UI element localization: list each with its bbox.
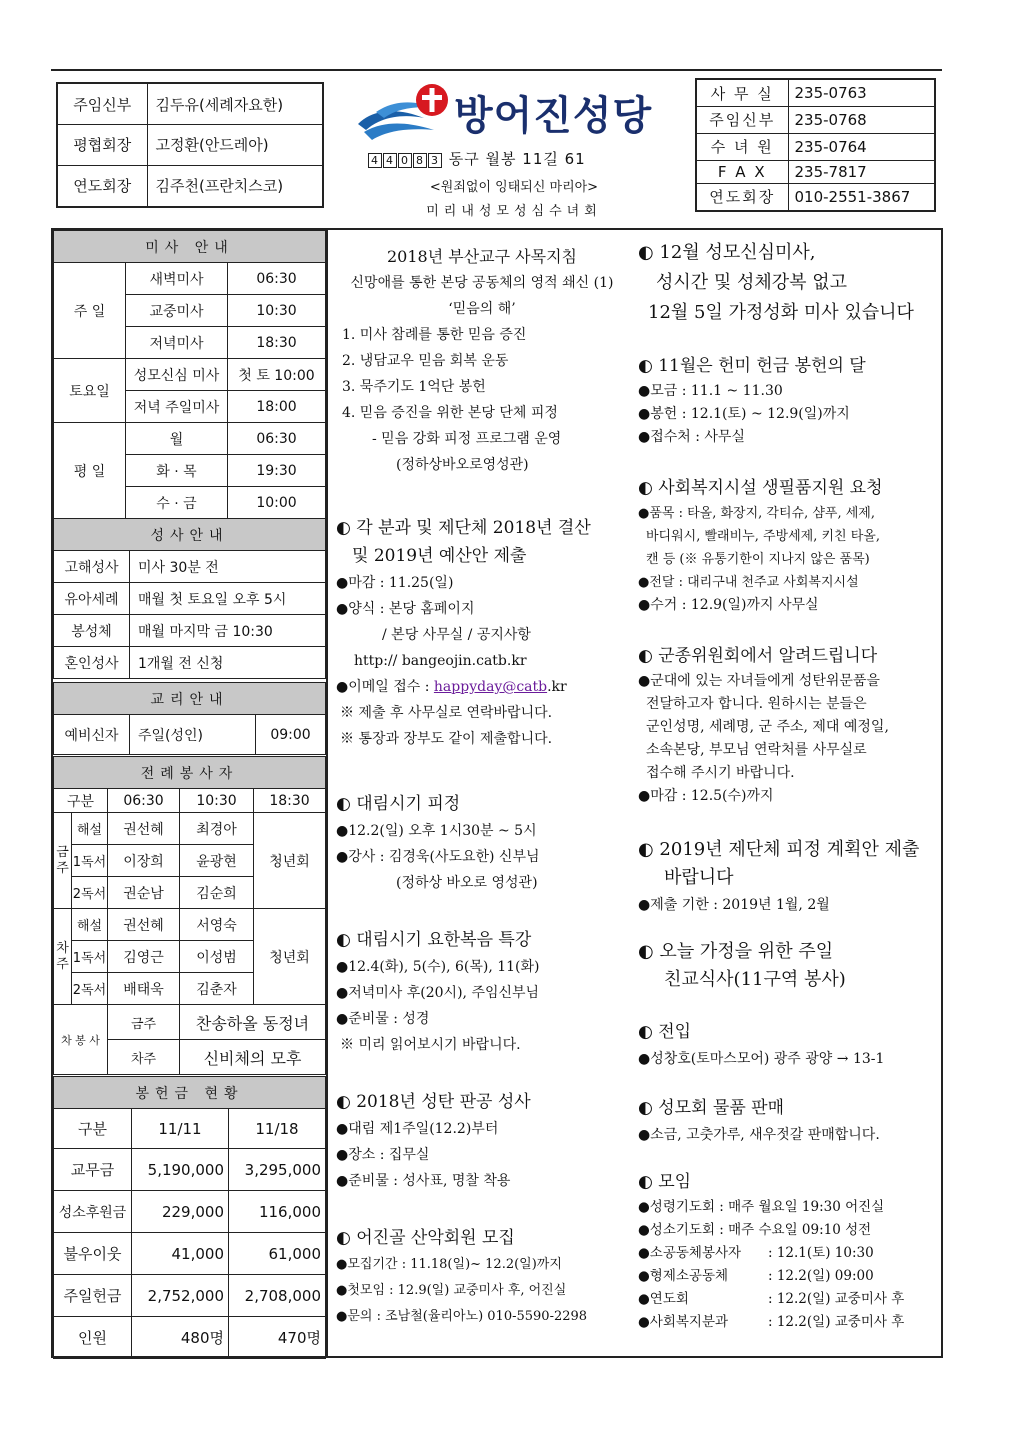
sacrament-title: 성사안내: [54, 519, 326, 551]
col-head: 구분: [54, 789, 108, 813]
role-name: 2독서: [72, 973, 108, 1005]
choir-week: 차주: [108, 1040, 180, 1075]
meeting-name: ●형제소공동체: [638, 1268, 729, 1284]
christmas-confession: [336, 1088, 628, 1194]
mass-name: 저녁 주일미사: [126, 391, 228, 423]
meeting-line: [638, 1265, 938, 1288]
notice-line: ●12.2(일) 오후 1시30분 ~ 5시: [336, 823, 537, 839]
offering-amount: 480명: [132, 1317, 229, 1359]
offering-amount: 41,000: [132, 1233, 229, 1275]
notice-heading: ◐ 어진골 산악회원 모집: [336, 1228, 515, 1248]
offering-status: [53, 1076, 326, 1359]
offering-amount: 2,708,000: [229, 1275, 326, 1317]
sacrament-info: [53, 518, 326, 679]
offering-title: 봉헌금 현황: [54, 1077, 326, 1109]
mass-name: 성모신심 미사: [126, 359, 228, 391]
budget-notice: [336, 514, 628, 752]
policy-subtitle: 신망애를 통한 본당 공동체의 영적 쇄신 (1): [350, 275, 614, 291]
this-week-label: 금주: [54, 813, 72, 909]
liturgy-servers: [53, 756, 326, 1075]
church-name: 방어진성당: [454, 93, 653, 139]
role-name: 1독서: [72, 845, 108, 877]
server-name: 권순남: [108, 877, 180, 909]
policy-subitem: (정하상바오로영성관): [396, 457, 529, 473]
mass-time: 19:30: [228, 455, 326, 487]
john-gospel-lecture: [336, 926, 628, 1058]
offering-label: 성소후원금: [54, 1191, 132, 1233]
policy-subitem: - 믿음 강화 피정 프로그램 운영: [372, 431, 562, 447]
server-name: 권선혜: [108, 909, 180, 941]
doctrine-title: 교리안내: [54, 683, 326, 715]
email-link[interactable]: happyday@catb: [433, 679, 548, 695]
mass-schedule: [53, 230, 326, 519]
server-name: 이성범: [180, 941, 254, 973]
notice-heading: ◐ 대림시기 요한복음 특강: [336, 930, 532, 950]
servers-title: 전례봉사자: [54, 757, 326, 789]
meeting-line: [638, 1196, 938, 1219]
wave-cross-icon: [354, 78, 454, 148]
role-value: 김두유(세례자요한): [147, 83, 323, 125]
contact-label: 연도회장: [696, 183, 788, 211]
notice-heading: ◐ 11월은 헌미 헌금 봉헌의 달: [638, 356, 866, 376]
notice-line: ●12.4(화), 5(수), 6(목), 11(화): [336, 959, 540, 975]
notice-line: ●준비물 : 성사표, 명찰 착용: [336, 1173, 511, 1189]
notice-line: ※ 제출 후 사무실로 연락바랍니다.: [340, 705, 553, 721]
notice-line: ●대림 제1주일(12.2)부터: [336, 1121, 499, 1137]
notice-line: ●봉헌 : 12.1(토) ~ 12.9(일)까지: [638, 406, 850, 422]
notice-line: ●모집기간 : 11.18(일)~ 12.2(일)까지: [336, 1257, 562, 1272]
role-value: 김주천(프란치스코): [147, 165, 323, 207]
choir-name: 신비체의 모후: [180, 1040, 326, 1075]
offering-label: 불우이웃: [54, 1233, 132, 1275]
server-name: 윤광현: [180, 845, 254, 877]
offering-label: 인원: [54, 1317, 132, 1359]
role-name: 1독서: [72, 941, 108, 973]
meeting-time: : 12.2(일) 교중미사 후: [768, 1291, 905, 1307]
contact-label: F A X: [696, 160, 788, 183]
military-notice: [638, 642, 938, 808]
offering-head: 11/18: [229, 1109, 326, 1149]
motto: <원죄없이 잉태되신 마리아>: [429, 180, 599, 195]
notice-line: ●소금, 고춧가루, 새우젓갈 판매합니다.: [638, 1127, 880, 1143]
sacrament-label: 혼인성사: [54, 647, 130, 679]
meeting-name: ●사회복지분과: [638, 1314, 729, 1330]
offering-amount: 3,295,000: [229, 1149, 326, 1191]
header-contact-table: [695, 78, 936, 212]
notice-heading: ◐ 오늘 가정을 위한 주일: [638, 941, 834, 962]
notice-line: 전달하고자 합니다. 원하시는 분들은: [646, 696, 867, 712]
role-label: 주임신부: [57, 83, 147, 125]
notice-heading: ◐ 군종위원회에서 알려드립니다: [638, 646, 878, 666]
notice-line: ●저녁미사 후(20시), 주임신부님: [336, 985, 540, 1001]
goods-sale: [638, 1094, 938, 1148]
col-head: 18:30: [254, 789, 326, 813]
server-name: 최경아: [180, 813, 254, 845]
policy-item: 1. 미사 참례를 통한 믿음 증진: [342, 327, 527, 343]
meetings: [638, 1168, 938, 1334]
notice-heading: ◐ 모임: [638, 1172, 692, 1192]
notice-line: ●문의 : 조남철(율리아노) 010-5590-2298: [336, 1309, 588, 1324]
next-week-label: 차주: [54, 909, 72, 1005]
notice-line: ●전달 : 대리구내 천주교 사회복지시설: [638, 575, 859, 590]
doctrine-time: 09:00: [256, 715, 326, 755]
mass-time: 10:00: [228, 487, 326, 519]
notice-line: ●마감 : 12.5(수)까지: [638, 788, 774, 804]
contact-phone: 235-0768: [788, 107, 935, 134]
notice-heading: ◐ 2019년 제단체 피정 계획안 제출: [638, 839, 920, 860]
sacrament-value: 미사 30분 전: [130, 551, 326, 583]
email-label: ●이메일 접수 :: [336, 679, 434, 695]
notice-heading: 성시간 및 성체강복 없고: [656, 272, 848, 293]
offering-head: 구분: [54, 1109, 132, 1149]
mass-name: 화 · 목: [126, 455, 228, 487]
notice-line: ●군대에 있는 자녀들에게 성탄위문품을: [638, 673, 880, 689]
sacrament-value: 매월 첫 토요일 오후 5시: [130, 583, 326, 615]
notice-line: ●모금 : 11.1 ~ 11.30: [638, 383, 783, 399]
retreat-plan: [638, 836, 938, 918]
notice-line: ※ 통장과 장부도 같이 제출합니다.: [340, 731, 553, 747]
mass-name: 새벽미사: [126, 263, 228, 295]
contact-phone: 235-0763: [788, 79, 935, 107]
mass-time: 10:30: [228, 295, 326, 327]
notice-line: ●양식 : 본당 홈페이지: [336, 601, 475, 617]
notice-line: ●준비물 : 성경: [336, 1011, 430, 1027]
contact-phone: 235-0764: [788, 133, 935, 160]
zip-digit: 4: [383, 153, 397, 168]
choir-week: 금주: [108, 1005, 180, 1040]
advent-retreat: [336, 790, 628, 896]
offering-label: 주일헌금: [54, 1275, 132, 1317]
mass-time: 첫 토 10:00: [228, 359, 326, 391]
role-name: 해설: [72, 909, 108, 941]
meeting-line: [638, 1311, 938, 1334]
youth-group: 청년회: [254, 909, 326, 1005]
church-logo: [354, 78, 674, 148]
offering-amount: 5,190,000: [132, 1149, 229, 1191]
mass-time: 06:30: [228, 263, 326, 295]
sacrament-value: 1개월 전 신청: [130, 647, 326, 679]
server-name: 김영근: [108, 941, 180, 973]
notice-heading: 친교식사(11구역 봉사): [664, 969, 846, 990]
zip-digit: 4: [368, 153, 382, 168]
policy-item: 3. 묵주기도 1억단 봉헌: [342, 379, 486, 395]
notice-heading: ◐ 전입: [638, 1022, 692, 1042]
notice-line: 캔 등 (※ 유통기한이 지나지 않은 품목): [646, 552, 870, 567]
notice-heading: ◐ 사회복지시설 생필품지원 요청: [638, 478, 883, 498]
sacrament-value: 매월 마지막 금 10:30: [130, 615, 326, 647]
meeting-name: ●연도회: [638, 1291, 689, 1307]
zip-digit: 0: [398, 153, 412, 168]
notice-line: ●성창호(토마스모어) 광주 광양 → 13-1: [638, 1051, 885, 1067]
offering-amount: 229,000: [132, 1191, 229, 1233]
policy-item: 4. 믿음 증진을 위한 본당 단체 피정: [342, 405, 558, 421]
notice-line: ●품목 : 타올, 화장지, 각티슈, 샴푸, 세제,: [638, 506, 875, 521]
notice-heading: ◐ 대림시기 피정: [336, 794, 461, 814]
address: [368, 148, 668, 169]
offering-amount: 2,752,000: [132, 1275, 229, 1317]
homepage-url: http:// bangeojin.catb.kr: [354, 653, 527, 669]
col-head: 06:30: [108, 789, 180, 813]
top-rule: [51, 69, 942, 71]
contact-label: 사 무 실: [696, 79, 788, 107]
role-label: 평협회장: [57, 125, 147, 166]
notice-heading: ◐ 성모회 물품 판매: [638, 1098, 784, 1118]
col-head: 10:30: [180, 789, 254, 813]
server-name: 배태욱: [108, 973, 180, 1005]
rice-offering: [638, 352, 938, 449]
diocese-policy: [336, 244, 628, 478]
mass-time: 06:30: [228, 423, 326, 455]
notice-line: ●수거 : 12.9(일)까지 사무실: [638, 597, 819, 613]
mass-name: 수 · 금: [126, 487, 228, 519]
contact-phone: 010-2551-3867: [788, 183, 935, 211]
mass-time: 18:00: [228, 391, 326, 423]
notice-line: 접수해 주시기 바랍니다.: [646, 765, 795, 781]
meeting-name: ●성령기도회 : 매주 월요일 19:30 어진실: [638, 1199, 885, 1215]
server-name: 김춘자: [180, 973, 254, 1005]
server-name: 서영숙: [180, 909, 254, 941]
zip-digit: 8: [413, 153, 427, 168]
notice-line: ●마감 : 11.25(일): [336, 575, 454, 591]
header-left-table: [56, 82, 324, 208]
notice-heading: ◐ 2018년 성탄 판공 성사: [336, 1092, 531, 1112]
notice-line: 바디워시, 빨래비누, 주방세제, 키친 타올,: [646, 529, 880, 544]
policy-year: ‘믿음의 해’: [448, 301, 516, 317]
contact-label: 주임신부: [696, 107, 788, 134]
notice-line: ※ 미리 읽어보시기 바랍니다.: [340, 1037, 521, 1053]
hiking-club: [336, 1224, 628, 1330]
notice-line: ●첫모임 : 12.9(일) 교중미사 후, 어진실: [336, 1283, 567, 1298]
weekday-label: 평 일: [54, 423, 126, 519]
meeting-time: : 12.1(토) 10:30: [768, 1245, 874, 1261]
family-sunday: [638, 938, 938, 994]
notice-heading: 바랍니다: [664, 867, 734, 888]
sacrament-label: 고해성사: [54, 551, 130, 583]
doctrine-value: 주일(성인): [130, 715, 256, 755]
meeting-line: [638, 1219, 938, 1242]
meeting-time: : 12.2(일) 교중미사 후: [768, 1314, 905, 1330]
zip-digit: 3: [428, 153, 442, 168]
role-value: 고정환(안드레아): [147, 125, 323, 166]
notice-line: / 본당 사무실 / 공지사항: [382, 627, 531, 643]
offering-amount: 61,000: [229, 1233, 326, 1275]
policy-item: 2. 냉담교우 믿음 회복 운동: [342, 353, 509, 369]
address-text: 동구 월봉 11길 61: [448, 150, 586, 168]
notice-line: ●제출 기한 : 2019년 1월, 2월: [638, 897, 830, 913]
offering-head: 11/11: [132, 1109, 229, 1149]
notice-heading: ◐ 각 분과 및 제단체 2018년 결산: [336, 518, 591, 538]
mass-name: 월: [126, 423, 228, 455]
sacrament-label: 유아세례: [54, 583, 130, 615]
mass-time: 18:30: [228, 327, 326, 359]
sunday-label: 주 일: [54, 263, 126, 359]
meeting-name: ●성소기도회 : 매주 수요일 09:10 성전: [638, 1222, 872, 1238]
notice-heading: ◐ 12월 성모신심미사,: [638, 242, 816, 263]
sacrament-label: 봉성체: [54, 615, 130, 647]
email-suffix: .kr: [547, 679, 567, 695]
meeting-line: [638, 1242, 938, 1265]
convent-name: 미리내성모성심수녀회: [426, 204, 602, 219]
notice-line: ●접수처 : 사무실: [638, 429, 745, 445]
policy-title: 2018년 부산교구 사목지침: [387, 247, 577, 266]
server-name: 김순희: [180, 877, 254, 909]
offering-amount: 470명: [229, 1317, 326, 1359]
notice-line: 군인성명, 세례명, 군 주소, 제대 예정일,: [646, 719, 889, 735]
welfare-supplies: [638, 474, 938, 617]
saturday-label: 토요일: [54, 359, 126, 423]
meeting-line: [638, 1288, 938, 1311]
server-name: 권선혜: [108, 813, 180, 845]
choir-name: 찬송하올 동정녀: [180, 1005, 326, 1040]
notice-heading: 및 2019년 예산안 제출: [352, 546, 527, 566]
december-mass-notice: [638, 238, 938, 328]
mass-title: 미사 안내: [54, 231, 326, 263]
offering-amount: 116,000: [229, 1191, 326, 1233]
role-label: 연도회장: [57, 165, 147, 207]
notice-line: (정하상 바오로 영성관): [396, 875, 538, 891]
mass-name: 교중미사: [126, 295, 228, 327]
mass-name: 저녁미사: [126, 327, 228, 359]
meeting-time: : 12.2(일) 09:00: [768, 1268, 874, 1284]
youth-group: 청년회: [254, 813, 326, 909]
meeting-name: ●소공동체봉사자: [638, 1245, 742, 1261]
doctrine-label: 예비신자: [54, 715, 130, 755]
column-divider: [326, 228, 328, 1358]
notice-heading: 12월 5일 가정성화 미사 있습니다: [648, 302, 914, 323]
doctrine-info: [53, 682, 326, 755]
offering-label: 교무금: [54, 1149, 132, 1191]
role-name: 2독서: [72, 877, 108, 909]
notice-line: ●강사 : 김경욱(사도요한) 신부님: [336, 849, 540, 865]
choir-label: 차 봉 사: [54, 1005, 108, 1075]
contact-label: 수 녀 원: [696, 133, 788, 160]
contact-phone: 235-7817: [788, 160, 935, 183]
role-name: 해설: [72, 813, 108, 845]
new-member: [638, 1018, 938, 1072]
notice-line: 소속본당, 부모님 연락처를 사무실로: [646, 742, 867, 758]
server-name: 이장희: [108, 845, 180, 877]
notice-line: ●장소 : 집무실: [336, 1147, 430, 1163]
email-line: [336, 674, 628, 700]
